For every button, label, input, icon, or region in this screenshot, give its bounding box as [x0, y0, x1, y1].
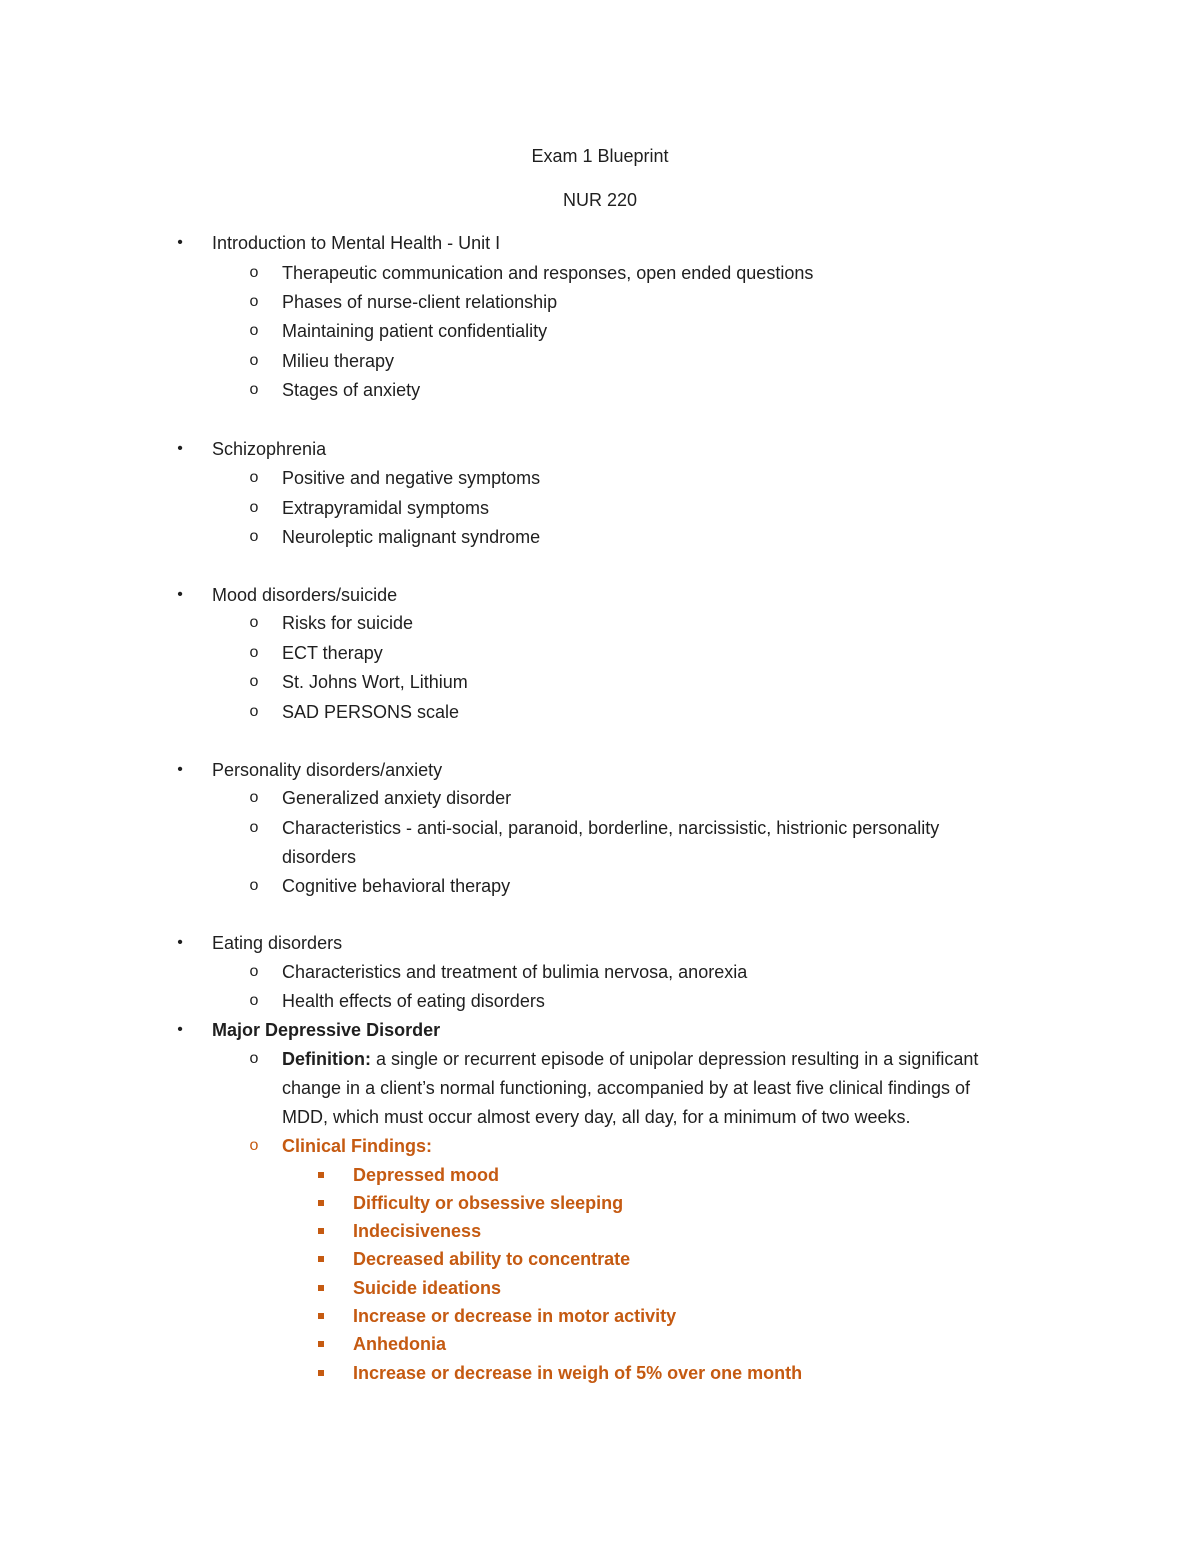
sub-bullet-icon: o	[249, 644, 259, 661]
definition-text: a single or recurrent episode of unipolar depression resulting in a significant	[370, 1049, 979, 1069]
square-bullet-icon	[318, 1256, 324, 1262]
finding-item: Depressed mood	[353, 1165, 500, 1185]
list-item: Characteristics and treatment of bulimia nervosa, anorexia	[282, 962, 748, 982]
sub-bullet-icon: o	[249, 819, 259, 836]
finding-item: Increase or decrease in weigh of 5% over one month	[353, 1363, 803, 1383]
bullet-icon: •	[177, 440, 183, 457]
list-item: Therapeutic communication and responses, open ended questions	[282, 263, 814, 283]
section-heading: Mood disorders/suicide	[212, 585, 398, 605]
square-bullet-icon	[318, 1285, 324, 1291]
list-item: Stages of anxiety	[282, 380, 421, 400]
list-item: Milieu therapy	[282, 351, 395, 371]
list-item: Extrapyramidal symptoms	[282, 498, 490, 518]
definition-text: change in a client’s normal functioning, accompanied by at least five clinical findings of	[282, 1078, 971, 1098]
list-item: Neuroleptic malignant syndrome	[282, 527, 541, 547]
definition-line	[282, 1048, 978, 1070]
square-bullet-icon	[318, 1172, 324, 1178]
square-bullet-icon	[318, 1228, 324, 1234]
bullet-icon: •	[177, 586, 183, 603]
sub-bullet-icon: o	[249, 1050, 259, 1067]
document-title: Exam 1 Blueprint	[531, 146, 669, 166]
sub-bullet-icon: o	[249, 322, 259, 339]
bullet-icon: •	[177, 234, 183, 251]
sub-bullet-icon: o	[249, 499, 259, 516]
section-heading: Personality disorders/anxiety	[212, 760, 443, 780]
list-item: Risks for suicide	[282, 613, 414, 633]
definition-text: MDD, which must occur almost every day, all day, for a minimum of two weeks.	[282, 1107, 911, 1127]
list-item: ECT therapy	[282, 643, 383, 663]
sub-bullet-icon: o	[249, 1137, 259, 1154]
sub-bullet-icon: o	[249, 992, 259, 1009]
list-item: Health effects of eating disorders	[282, 991, 545, 1011]
list-item: Phases of nurse-client relationship	[282, 292, 558, 312]
list-item: Generalized anxiety disorder	[282, 788, 512, 808]
bullet-icon: •	[177, 761, 183, 778]
list-item: Positive and negative symptoms	[282, 468, 541, 488]
sub-bullet-icon: o	[249, 703, 259, 720]
finding-item: Increase or decrease in motor activity	[353, 1306, 677, 1326]
finding-item: Suicide ideations	[353, 1278, 502, 1298]
list-item: SAD PERSONS scale	[282, 702, 460, 722]
sub-bullet-icon: o	[249, 789, 259, 806]
square-bullet-icon	[318, 1370, 324, 1376]
section-heading: Introduction to Mental Health - Unit I	[212, 233, 501, 253]
list-item: Characteristics - anti-social, paranoid, borderline, narcissistic, histrionic personality	[282, 818, 940, 838]
square-bullet-icon	[318, 1313, 324, 1319]
finding-item: Indecisiveness	[353, 1221, 482, 1241]
square-bullet-icon	[318, 1341, 324, 1347]
list-item: Maintaining patient confidentiality	[282, 321, 548, 341]
sub-bullet-icon: o	[249, 264, 259, 281]
sub-bullet-icon: o	[249, 293, 259, 310]
finding-item: Difficulty or obsessive sleeping	[353, 1193, 624, 1213]
sub-bullet-icon: o	[249, 963, 259, 980]
section-heading: Schizophrenia	[212, 439, 327, 459]
list-item: Cognitive behavioral therapy	[282, 876, 511, 896]
finding-item: Anhedonia	[353, 1334, 446, 1354]
sub-bullet-icon: o	[249, 528, 259, 545]
finding-item: Decreased ability to concentrate	[353, 1249, 631, 1269]
bullet-icon: •	[177, 934, 183, 951]
section-heading: Major Depressive Disorder	[212, 1020, 441, 1040]
sub-bullet-icon: o	[249, 381, 259, 398]
sub-bullet-icon: o	[249, 877, 259, 894]
sub-bullet-icon: o	[249, 673, 259, 690]
sub-bullet-icon: o	[249, 614, 259, 631]
sub-bullet-icon: o	[249, 352, 259, 369]
definition-label: Definition:	[282, 1049, 371, 1069]
bullet-icon: •	[177, 1021, 183, 1038]
square-bullet-icon	[318, 1200, 324, 1206]
list-item: St. Johns Wort, Lithium	[282, 672, 468, 692]
section-heading: Eating disorders	[212, 933, 343, 953]
sub-bullet-icon: o	[249, 469, 259, 486]
list-item-continuation: disorders	[282, 847, 357, 867]
course-code: NUR 220	[562, 190, 638, 210]
findings-label: Clinical Findings:	[282, 1136, 433, 1156]
